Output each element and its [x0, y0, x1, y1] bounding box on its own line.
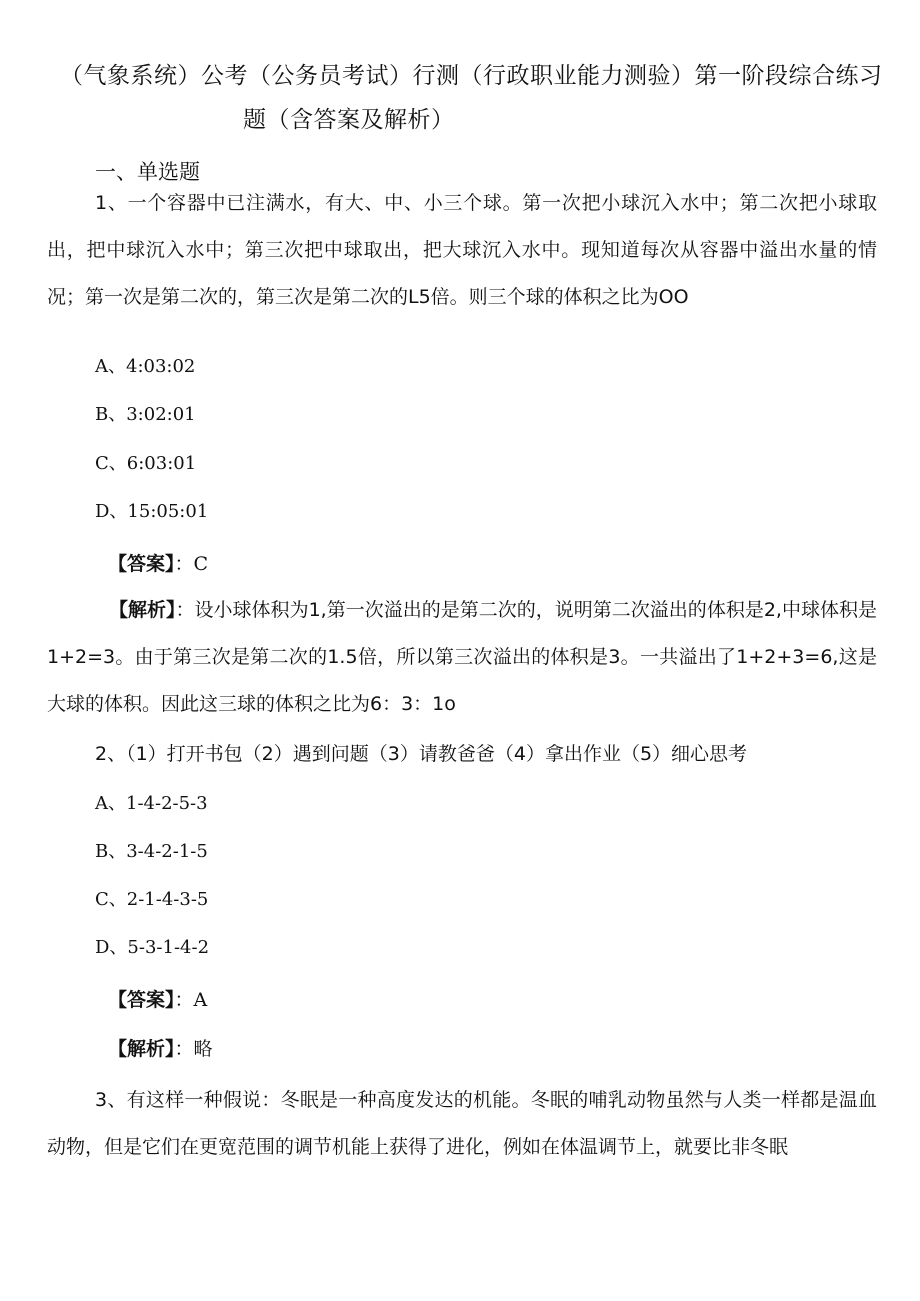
question-3-stem: 3、有这样一种假说：冬眠是一种高度发达的机能。冬眠的哺乳动物虽然与人类一样都是温血动物，但是它们在更宽范围的调节机能上获得了进化，例如在体温调节上，就要比非冬眠 [47, 1089, 877, 1158]
question-1-option-a: A、4:03:02 [95, 356, 196, 377]
question-2-stem: 2、（1）打开书包（2）遇到问题（3）请教爸爸（4）拿出作业（5）细心思考 [95, 743, 748, 765]
question-1-analysis [47, 587, 877, 728]
title-line-1: （气象系统）公考（公务员考试）行测（行政职业能力测验）第一阶段综合练习 [60, 63, 883, 89]
answer-label: 【答案】 [108, 989, 175, 1011]
question-2-answer [108, 985, 207, 1012]
question-1-option-d: D、15:05:01 [95, 501, 209, 522]
question-2-option-d: D、5-3-1-4-2 [95, 937, 210, 958]
analysis-label: 【解析】 [109, 599, 176, 621]
question-2-option-a: A、1-4-2-5-3 [95, 793, 208, 814]
question-1-stem: 1、一个容器中已注满水，有大、中、小三个球。第一次把小球沉入水中；第二次把小球取出，把中球沉入水中；第三次把中球取出，把大球沉入水中。现知道每次从容器中溢出水量的情况；第一次是第二次的，第三次是第二次的L5倍。则三个球的体积之比为OO [47, 192, 877, 308]
answer-label: 【答案】 [108, 553, 175, 575]
analysis-text: ：略 [174, 1038, 213, 1060]
answer-value: ：C [174, 553, 209, 575]
question-1-option-b: B、3:02:01 [95, 404, 196, 425]
analysis-label: 【解析】 [108, 1038, 175, 1060]
question-2-option-c: C、2-1-4-3-5 [95, 889, 209, 910]
question-1-option-c: C、6:03:01 [95, 453, 197, 474]
question-2-analysis [108, 1034, 213, 1061]
analysis-text: ：设小球体积为1,第一次溢出的是第二次的，说明第二次溢出的体积是2,中球体积是1+2=3。由于第三次是第二次的1.5倍，所以第三次溢出的体积是3。一共溢出了1+2+3=6,这是大球的体积。因此这三球的体积之比为6：3：1o [47, 599, 877, 715]
question-2-option-b: B、3-4-2-1-5 [95, 841, 208, 862]
answer-value: ：A [174, 989, 208, 1011]
title-line-2: 题（含答案及解析） [243, 107, 455, 133]
section-heading: 一、单选题 [95, 160, 200, 184]
question-1-answer [108, 549, 208, 576]
